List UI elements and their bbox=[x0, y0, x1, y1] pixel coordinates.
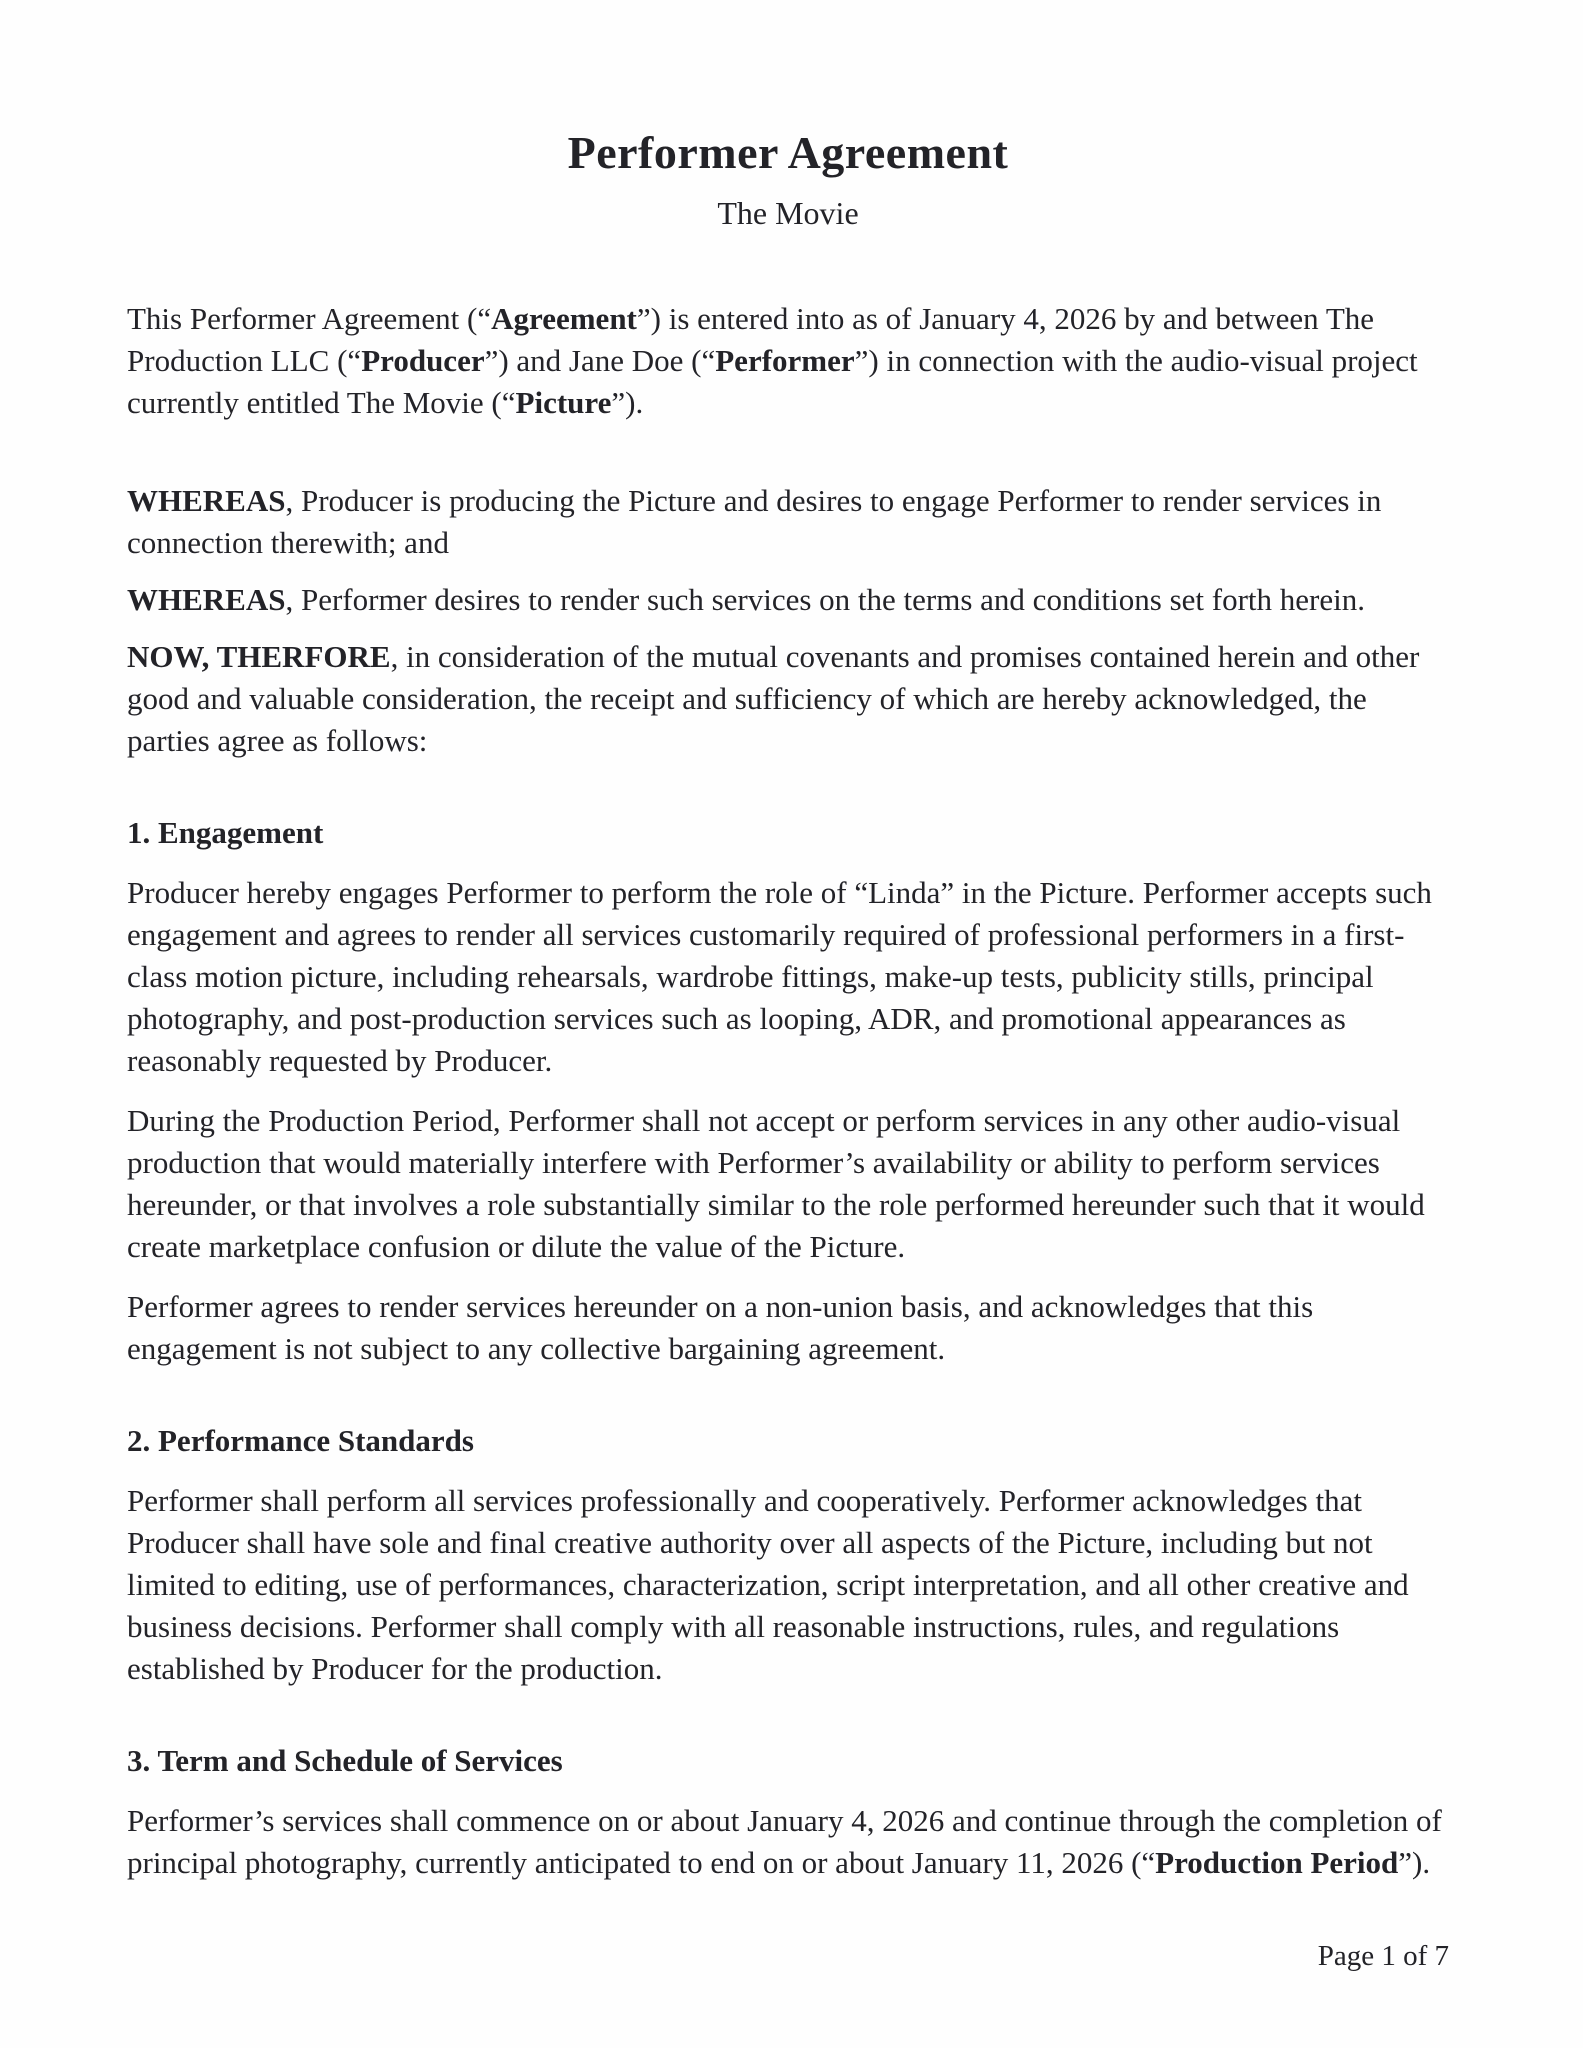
section-paragraph: Performer’s services shall commence on or about January 4, 2026 and continue through the completion of principal photography, currently anticipated to end on or about January 11, 2026 (“Production Period”). bbox=[127, 1803, 1442, 1880]
recital-whereas-1: WHEREAS, Producer is producing the Picture and desires to engage Performer to render services in connection therewith; and bbox=[127, 483, 1382, 560]
recital-now-therefore: NOW, THERFORE, in consideration of the mutual covenants and promises contained herein and other good and valuable consideration, the receipt and sufficiency of which are hereby acknowledged, the parties agree as follows: bbox=[127, 639, 1420, 758]
section-engagement bbox=[127, 812, 1449, 1370]
section-heading-engagement: 1. Engagement bbox=[127, 815, 324, 850]
section-paragraph: Performer shall perform all services professionally and cooperatively. Performer acknowledges that Producer shall have sole and final creative authority over all aspects of the Picture, including but not limited to editing, use of performances, characterization, script interpretation, and all other creative and business decisions. Performer shall comply with all reasonable instructions, rules, and regulations established by Producer for the production. bbox=[127, 1483, 1409, 1686]
page-number: Page 1 of 7 bbox=[1317, 1940, 1449, 1972]
document-subtitle: The Movie bbox=[717, 195, 859, 231]
recitals-block bbox=[127, 480, 1449, 762]
section-term-and-schedule bbox=[127, 1740, 1449, 1884]
section-performance-standards bbox=[127, 1420, 1449, 1690]
section-heading-performance-standards: 2. Performance Standards bbox=[127, 1423, 474, 1458]
section-paragraph: During the Production Period, Performer shall not accept or perform services in any other audio-visual production that would materially interfere with Performer’s availability or ability to perform services hereunder, or that involves a role substantially similar to the role performed hereunder such that it would create marketplace confusion or dilute the value of the Picture. bbox=[127, 1103, 1425, 1264]
intro-paragraph: This Performer Agreement (“Agreement”) is entered into as of January 4, 2026 by and between The Production LLC (“Producer”) and Jane Doe (“Performer”) in connection with the audio-visual project currently entitled The Movie (“Picture”). bbox=[127, 301, 1418, 420]
section-paragraph: Producer hereby engages Performer to perform the role of “Linda” in the Picture. Performer accepts such engagement and agrees to render all services customarily required of professional performers in a first-class motion picture, including rehearsals, wardrobe fittings, make-up tests, publicity stills, principal photography, and post-production services such as looping, ADR, and promotional appearances as reasonably requested by Producer. bbox=[127, 875, 1432, 1078]
recital-whereas-2: WHEREAS, Performer desires to render such services on the terms and conditions set forth herein. bbox=[127, 582, 1365, 617]
document-title: Performer Agreement bbox=[567, 127, 1009, 178]
section-paragraph: Performer agrees to render services hereunder on a non-union basis, and acknowledges that this engagement is not subject to any collective bargaining agreement. bbox=[127, 1289, 1314, 1366]
section-heading-term-and-schedule: 3. Term and Schedule of Services bbox=[127, 1743, 563, 1778]
